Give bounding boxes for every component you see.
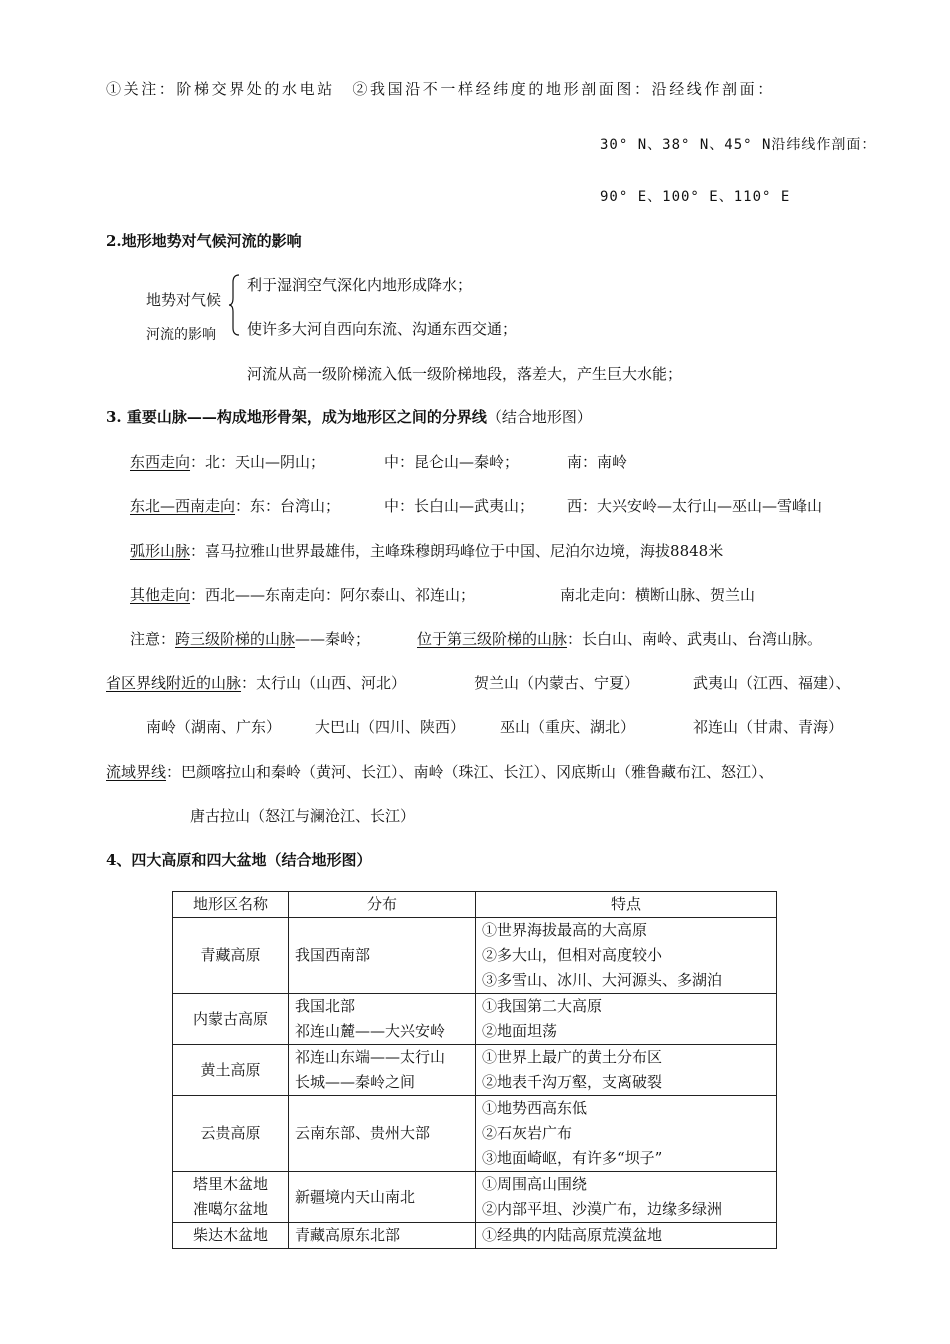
prov-2: 贺兰山（内蒙古、宁夏） [474, 674, 640, 692]
arc-line [130, 540, 723, 561]
section-3-heading-note: （结合地形图） [486, 408, 592, 426]
longitude-profiles: 90° E、100° E、110° E [600, 189, 791, 205]
row-name: 青藏高原 [173, 918, 289, 994]
prov-5: 大巴山（四川、陕西） [315, 718, 466, 736]
ne-mid: 中：长白山—武夷山； [384, 497, 535, 515]
prov-3: 武夷山（江西、福建）、 [693, 674, 851, 692]
row-features [476, 1045, 777, 1096]
basin-label: 流域界线 [106, 763, 167, 781]
arc-text: ：喜马拉雅山世界最雄伟，主峰珠穆朗玛峰位于中国、尼泊尔边境，海拔8848米 [190, 542, 724, 560]
feature-item: ③多雪山、冰川、大河源头、多湖泊 [482, 971, 723, 989]
table-row [173, 1223, 777, 1249]
note-cross-val: ——秦岭； [295, 630, 371, 648]
feature-item: ①周围高山围绕 [482, 1175, 588, 1193]
ne-label: 东北—西南走向 [130, 497, 236, 515]
note-third-val: ：长白山、南岭、武夷山、台湾山脉。 [567, 630, 823, 648]
feature-item: ②多大山，但相对高度较小 [482, 946, 663, 964]
curly-brace [228, 274, 240, 336]
ew-north: ：北：天山—阴山； [190, 453, 326, 471]
feature-item: ②石灰岩广布 [482, 1124, 573, 1142]
header-features: 特点 [476, 892, 777, 918]
note-cross: 跨三级阶梯的山脉 [175, 630, 296, 648]
section-3-heading-bold: 3. 重要山脉——构成地形骨架，成为地形区之间的分界线 [106, 408, 487, 426]
table-row [173, 994, 777, 1045]
header-name: 地形区名称 [173, 892, 289, 918]
feature-item: ①地势西高东低 [482, 1099, 588, 1117]
feature-item: ②地表千沟万壑，支离破裂 [482, 1073, 663, 1091]
row-name: 塔里木盆地 准噶尔盆地 [173, 1172, 289, 1223]
prov-1: ：太行山（山西、河北） [241, 674, 407, 692]
line-stations-and-profiles: ①关注：阶梯交界处的水电站 ②我国沿不一样经纬度的地形剖面图：沿经线作剖面： [106, 80, 775, 98]
row-distribution: 我国西南部 [289, 918, 476, 994]
table-row [173, 1096, 777, 1172]
note-prefix: 注意： [130, 630, 176, 648]
arc-label: 弧形山脉 [130, 542, 191, 560]
row-name: 黄土高原 [173, 1045, 289, 1096]
row-name: 柴达木盆地 [173, 1223, 289, 1249]
prov-7: 祁连山（甘肃、青海） [693, 718, 844, 736]
section-2-heading: 2.地形地势对气候河流的影响 [106, 232, 302, 250]
ew-south: 南：南岭 [567, 453, 628, 471]
feature-item: ②内部平坦、沙漠广布，边缘多绿洲 [482, 1200, 723, 1218]
feature-item: ①世界海拔最高的大高原 [482, 921, 648, 939]
influence-item-1: 利于湿润空气深化内地形成降水； [247, 276, 473, 294]
basin-line-1 [106, 761, 774, 782]
ne-east: ：东：台湾山； [235, 497, 341, 515]
ne-west: 西：大兴安岭—太行山—巫山—雪峰山 [567, 497, 823, 515]
note-third: 位于第三级阶梯的山脉 [417, 630, 568, 648]
other-line [130, 584, 475, 605]
basin-2: 唐古拉山（怒江与澜沧江、长江） [190, 807, 416, 825]
ne-line [130, 495, 340, 516]
feature-item: ②地面坦荡 [482, 1022, 558, 1040]
row-features [476, 1223, 777, 1249]
note-third-line [417, 628, 822, 649]
prov-6: 巫山（重庆、湖北） [500, 718, 636, 736]
latitude-profiles: 30° N、38° N、45° N沿纬线作剖面： [600, 137, 877, 153]
row-distribution: 云南东部、贵州大部 [289, 1096, 476, 1172]
note-line [130, 628, 370, 649]
row-name: 云贵高原 [173, 1096, 289, 1172]
prov-label: 省区界线附近的山脉 [106, 674, 242, 692]
table-header-row [173, 892, 777, 918]
feature-item: ①我国第二大高原 [482, 997, 603, 1015]
row-name: 内蒙古高原 [173, 994, 289, 1045]
row-features [476, 1096, 777, 1172]
other-nw: ：西北——东南走向：阿尔泰山、祁连山； [190, 586, 476, 604]
influence-label-1: 地势对气候 [146, 291, 222, 309]
ew-line [130, 451, 325, 472]
influence-item-2: 使许多大河自西向东流、沟通东西交通； [247, 320, 518, 338]
landform-table [172, 891, 777, 1249]
basin-1: ：巴颜喀拉山和秦岭（黄河、长江）、南岭（珠江、长江）、冈底斯山（雅鲁藏布江、怒江）、 [166, 763, 774, 781]
feature-item: ①经典的内陆高原荒漠盆地 [482, 1226, 663, 1244]
table-row [173, 918, 777, 994]
section-4-heading: 4、四大高原和四大盆地（结合地形图） [106, 851, 372, 869]
row-distribution: 新疆境内天山南北 [289, 1172, 476, 1223]
row-distribution: 祁连山东端——太行山 长城——秦岭之间 [289, 1045, 476, 1096]
other-ns: 南北走向：横断山脉、贺兰山 [560, 586, 756, 604]
ew-label: 东西走向 [130, 453, 191, 471]
prov-4: 南岭（湖南、广东） [146, 718, 282, 736]
section-3-heading [106, 406, 592, 427]
influence-label-2: 河流的影响 [146, 327, 216, 343]
feature-item: ③地面崎岖，有许多“坝子” [482, 1149, 663, 1167]
influence-item-3: 河流从高一级阶梯流入低一级阶梯地段，落差大，产生巨大水能； [247, 365, 683, 383]
header-distribution: 分布 [289, 892, 476, 918]
table-row [173, 1045, 777, 1096]
row-distribution: 我国北部 祁连山麓——大兴安岭 [289, 994, 476, 1045]
row-distribution: 青藏高原东北部 [289, 1223, 476, 1249]
other-label: 其他走向 [130, 586, 191, 604]
table-row [173, 1172, 777, 1223]
row-features [476, 1172, 777, 1223]
ew-mid: 中：昆仑山—秦岭； [384, 453, 520, 471]
prov-line-1 [106, 672, 406, 693]
row-features [476, 994, 777, 1045]
row-features [476, 918, 777, 994]
feature-item: ①世界上最广的黄土分布区 [482, 1048, 663, 1066]
